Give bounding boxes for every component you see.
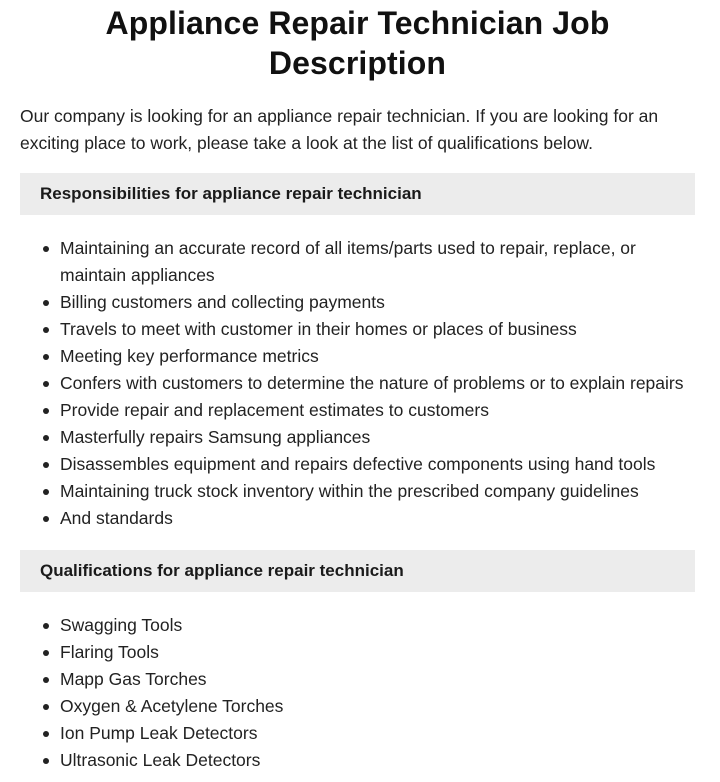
qualifications-list: [20, 612, 695, 774]
list-item: Travels to meet with customer in their homes or places of business: [60, 316, 695, 343]
list-item: Billing customers and collecting payments: [60, 289, 695, 316]
list-item: Meeting key performance metrics: [60, 343, 695, 370]
list-item: Ultrasonic Leak Detectors: [60, 747, 695, 774]
list-item: Swagging Tools: [60, 612, 695, 639]
responsibilities-list: [20, 235, 695, 532]
list-item: Confers with customers to determine the nature of problems or to explain repairs: [60, 370, 695, 397]
list-item: Masterfully repairs Samsung appliances: [60, 424, 695, 451]
intro-paragraph: Our company is looking for an appliance repair technician. If you are looking for an exciting place to work, please take a look at the list of qualifications below.: [20, 106, 659, 153]
list-item: Maintaining an accurate record of all items/parts used to repair, replace, or maintain appliances: [60, 235, 695, 289]
list-item: Oxygen & Acetylene Torches: [60, 693, 695, 720]
list-item: Mapp Gas Torches: [60, 666, 695, 693]
list-item: Disassembles equipment and repairs defective components using hand tools: [60, 451, 695, 478]
list-item: And standards: [60, 505, 695, 532]
responsibilities-heading: Responsibilities for appliance repair technician: [20, 173, 695, 215]
page-title: Appliance Repair Technician Job Description: [105, 5, 610, 81]
list-item: Maintaining truck stock inventory within the prescribed company guidelines: [60, 478, 695, 505]
list-item: Provide repair and replacement estimates to customers: [60, 397, 695, 424]
list-item: Ion Pump Leak Detectors: [60, 720, 695, 747]
qualifications-heading: Qualifications for appliance repair technician: [20, 550, 695, 592]
list-item: Flaring Tools: [60, 639, 695, 666]
